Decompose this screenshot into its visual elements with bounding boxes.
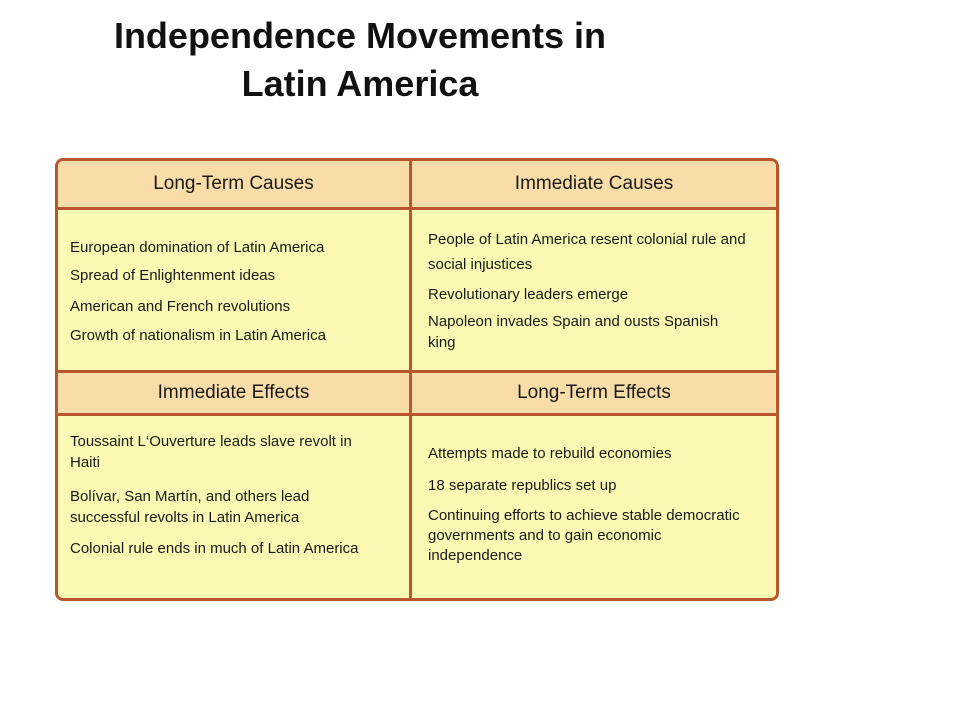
title-line-2: Latin America [241, 63, 479, 104]
list-item: Bolívar, San Martín, and others lead successful revolts in Latin America [70, 488, 310, 526]
header-long-term-effects: Long-Term Effects [517, 382, 671, 403]
header-immediate-effects: Immediate Effects [157, 382, 310, 403]
cell-long-term-causes [58, 210, 409, 370]
list-item: 18 separate republics set up [428, 477, 617, 494]
list-item: Revolutionary leaders emerge [428, 286, 629, 303]
cell-long-term-effects [412, 416, 776, 598]
list-item: Continuing efforts to achieve stable democratic governments and to gain economic independence [428, 507, 740, 564]
list-item: Toussaint L‘Ouverture leads slave revolt in Haiti [70, 433, 352, 471]
list-item: American and French revolutions [70, 298, 291, 315]
list-item: Attempts made to rebuild economies [428, 445, 672, 462]
causes-header-band [58, 161, 776, 210]
cell-immediate-causes [412, 210, 776, 370]
list-item: People of Latin America resent colonial rule and social injustices [428, 231, 746, 273]
list-item: Colonial rule ends in much of Latin America [70, 540, 359, 557]
header-immediate-causes: Immediate Causes [514, 173, 674, 194]
cause-effect-chart [55, 158, 779, 601]
list-item: Napoleon invades Spain and ousts Spanish king [428, 313, 719, 351]
list-item: Spread of Enlightenment ideas [70, 267, 276, 284]
column-divider [409, 161, 412, 598]
header-long-term-causes: Long-Term Causes [153, 173, 314, 194]
list-item: European domination of Latin America [70, 239, 325, 256]
page-title [40, 12, 680, 108]
effects-header-band [58, 370, 776, 416]
title-line-1: Independence Movements in [113, 15, 607, 56]
list-item: Growth of nationalism in Latin America [70, 327, 326, 344]
cell-immediate-effects [58, 416, 409, 598]
